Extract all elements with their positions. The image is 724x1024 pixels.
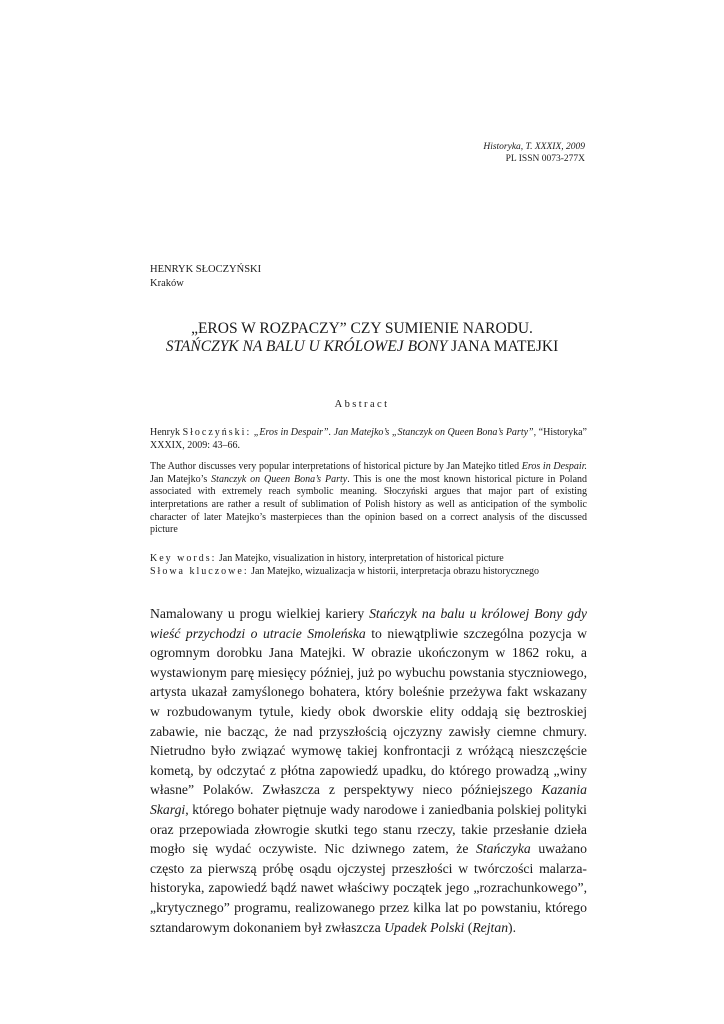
body-text-5: ( xyxy=(464,919,473,935)
author-block xyxy=(150,263,261,291)
abstract-text-a: The Author discusses very popular interpretations of historical picture by Jan Matejko titled xyxy=(150,461,522,473)
author-affiliation: Kraków xyxy=(150,278,184,289)
ref-title: „Eros in Despair”. Jan Matejko’s „Stanczyk on Queen Bona’s Party”, xyxy=(251,427,537,438)
abstract-body xyxy=(150,427,587,546)
keywords-pl-label: Słowa kluczowe: xyxy=(150,566,249,577)
body-italic-4: Upadek Polski xyxy=(384,919,465,935)
body-text-4: uważano często za pierwszą próbę osądu ojczystej przeszłości w twórczości malarza-historyka, zapowiedź bądź nawet właściwy początek jego „rozrachunkowego”, „krytycznego” programu, realizowanego przez kilka lat po powstaniu, którego sztandarowym dokonaniem był zwłaszcza xyxy=(150,841,587,935)
body-italic-3: Stańczyka xyxy=(476,841,531,857)
keywords-en-text: Jan Matejko, visualization in history, interpretation of historical picture xyxy=(216,553,504,564)
journal-info xyxy=(483,141,585,165)
body-italic-5: Rejtan xyxy=(472,919,509,935)
body-text-1: Namalowany u progu wielkiej kariery xyxy=(150,606,370,621)
keywords-en-label: Key words: xyxy=(150,553,217,564)
author-name: HENRYK SŁOCZYŃSKI xyxy=(150,264,262,275)
abstract-heading: Abstract xyxy=(334,399,390,410)
ref-author-first: Henryk xyxy=(150,427,183,438)
title-line-2 xyxy=(150,338,574,356)
main-text xyxy=(150,604,587,937)
body-paragraph xyxy=(150,604,587,937)
ref-author-last: Słoczyński: xyxy=(182,427,252,438)
keywords-pl-text: Jan Matejko, wizualizacja w historii, interpretacja obrazu historycznego xyxy=(248,566,540,577)
journal-citation: Historyka, T. XXXIX, 2009 xyxy=(483,142,585,152)
body-italic-2: Kazania Skargi xyxy=(150,782,587,817)
abstract-paragraph xyxy=(150,461,587,537)
body-text-2: to niewątpliwie szczególna pozycja w ogromnym dorobku Jana Matejki. W obrazie ukończonym w 1862 roku, a wystawionym parę miesięcy później, już po wybuchu powstania styczniowego, artysta ukazał zamyślonego bohatera, który boleśnie przeżywa fakt wskazany w rozbudowanym tytule, kiedy obok dworskie elity oddają się beztroskiej zabawie, nie bacząc, że nad przyszłością ojczyzny zawisły ciemne chmury. Nietrudno było związać wymowę takiej konfrontacji z wróżącą nieszczęście kometą, by odczytać z płótna zapowiedź upadku, do którego prowadzą „winy własne” Polaków. Zwłaszcza z perspektywy nieco późniejszego xyxy=(150,625,587,798)
abstract-text-c: . This is one the most known historical picture in Poland associated with extremely reach symbolic meaning. Słoczyński argues that major part of existing interpretations are rather a result of sublimation of Polish history as well as anticipation of the symbolic character of later Matejko’s masterpieces than the opinion based on a correct analysis of the discussed picture xyxy=(150,473,588,536)
body-italic-1: Stańczyk na balu u królowej Bony gdy wieść przychodzi o utracie Smoleńska xyxy=(150,606,587,641)
paper-title xyxy=(150,320,574,356)
abstract-reference xyxy=(150,427,587,452)
keywords-pl xyxy=(150,565,587,578)
title-line-1: „EROS W ROZPACZY” CZY SUMIENIE NARODU. xyxy=(191,320,533,337)
body-text-6: ). xyxy=(508,919,517,935)
abstract-italic-2: Stanczyk on Queen Bona’s Party xyxy=(211,473,348,485)
abstract-text-b: Jan Matejko’s xyxy=(150,473,212,485)
title-line-2-rest: JANA MATEJKI xyxy=(447,338,559,355)
keywords-en xyxy=(150,552,587,565)
title-line-2-italic: STAŃCZYK NA BALU U KRÓLOWEJ BONY xyxy=(165,338,448,355)
body-text-3: , którego bohater piętnuje wady narodowe i zaniedbania polskiej polityki oraz przepowiada złowrogie skutki tego stanu rzeczy, takie przesłanie dzieła mogło się wydać oczywiste. Nic dziwnego zatem, że xyxy=(150,801,587,857)
ref-rest: “Historyka” XXXIX, 2009: 43–66. xyxy=(150,427,587,451)
abstract-italic-1: Eros in Despair. xyxy=(521,461,587,473)
journal-issn: PL ISSN 0073-277X xyxy=(505,154,585,164)
keywords-block xyxy=(150,552,587,578)
